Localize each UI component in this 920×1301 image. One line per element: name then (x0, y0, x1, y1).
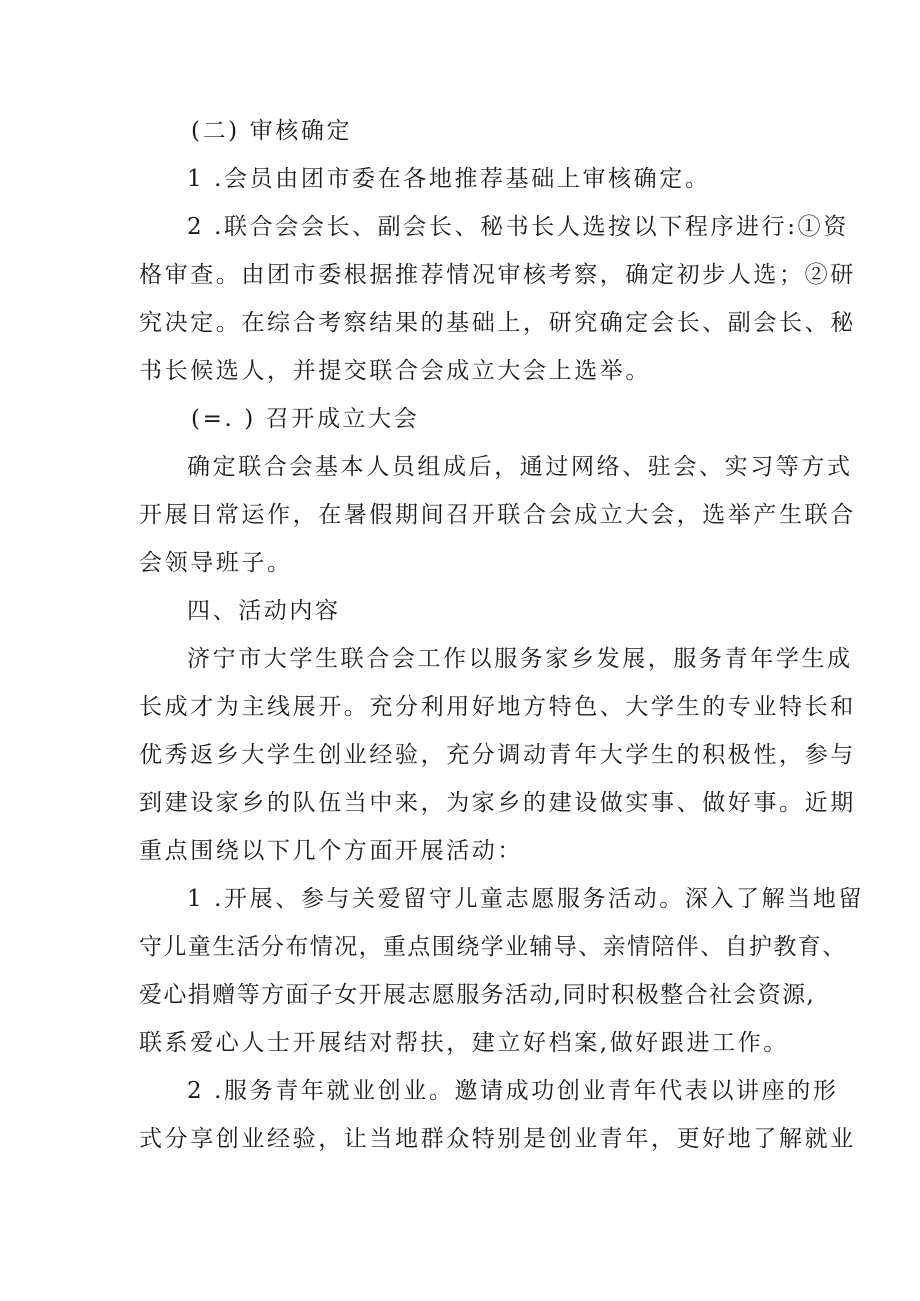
section-4-item-1-line-4: 联系爱心人士开展结对帮扶，建立好档案,做好跟进工作。 (139, 1030, 789, 1056)
section-4-item-1-line-2: 守儿童生活分布情况，重点围绕学业辅导、亲情陪伴、自护教育、 (139, 934, 847, 960)
section-4-item-1-line-3: 爱心捐赠等方面子女开展志愿服务活动,同时积极整合社会资源, (139, 982, 816, 1008)
section-3-paragraph-line-3: 会领导班子。 (139, 550, 293, 576)
section-4-intro-line-2: 长成才为主线展开。充分利用好地方特色、大学生的专业特长和 (139, 694, 856, 720)
section-2-item-2-line-2: 格审查。由团市委根据推荐情况审核考察，确定初步人选；②研 (139, 262, 856, 288)
section-3-paragraph-line-1: 确定联合会基本人员组成后，通过网络、驻会、实习等方式 (187, 454, 853, 480)
section-4-item-2-line-1: 2 .服务青年就业创业。邀请成功创业青年代表以讲座的形 (187, 1078, 839, 1104)
section-2-item-2-line-1: 2 .联合会会长、副会长、秘书长人选按以下程序进行:①资 (187, 214, 849, 240)
section-4-intro-line-3: 优秀返乡大学生创业经验，充分调动青年大学生的积极性，参与 (139, 742, 856, 768)
section-3-heading: (=. ) 召开成立大会 (191, 406, 420, 432)
section-4-heading: 四、活动内容 (187, 598, 341, 624)
section-4-item-2-line-2: 式分享创业经验，让当地群众特别是创业青年，更好地了解就业 (139, 1126, 856, 1152)
section-4-item-1-line-1: 1 .开展、参与关爱留守儿童志愿服务活动。深入了解当地留 (187, 886, 865, 912)
section-4-intro-line-1: 济宁市大学生联合会工作以服务家乡发展，服务青年学生成 (187, 646, 853, 672)
section-2-item-1: 1 .会员由团市委在各地推荐基础上审核确定。 (187, 166, 711, 192)
section-3-paragraph-line-2: 开展日常运作，在暑假期间召开联合会成立大会，选举产生联合 (139, 502, 856, 528)
section-2-item-2-line-4: 书长候选人，并提交联合会成立大会上选举。 (139, 358, 651, 384)
section-4-intro-line-5: 重点围绕以下几个方面开展活动： (139, 838, 523, 864)
section-2-heading: (二) 审核确定 (191, 118, 353, 144)
section-4-intro-line-4: 到建设家乡的队伍当中来，为家乡的建设做实事、做好事。近期 (139, 790, 856, 816)
section-2-item-2-line-3: 究决定。在综合考察结果的基础上，研究确定会长、副会长、秘 (139, 310, 856, 336)
